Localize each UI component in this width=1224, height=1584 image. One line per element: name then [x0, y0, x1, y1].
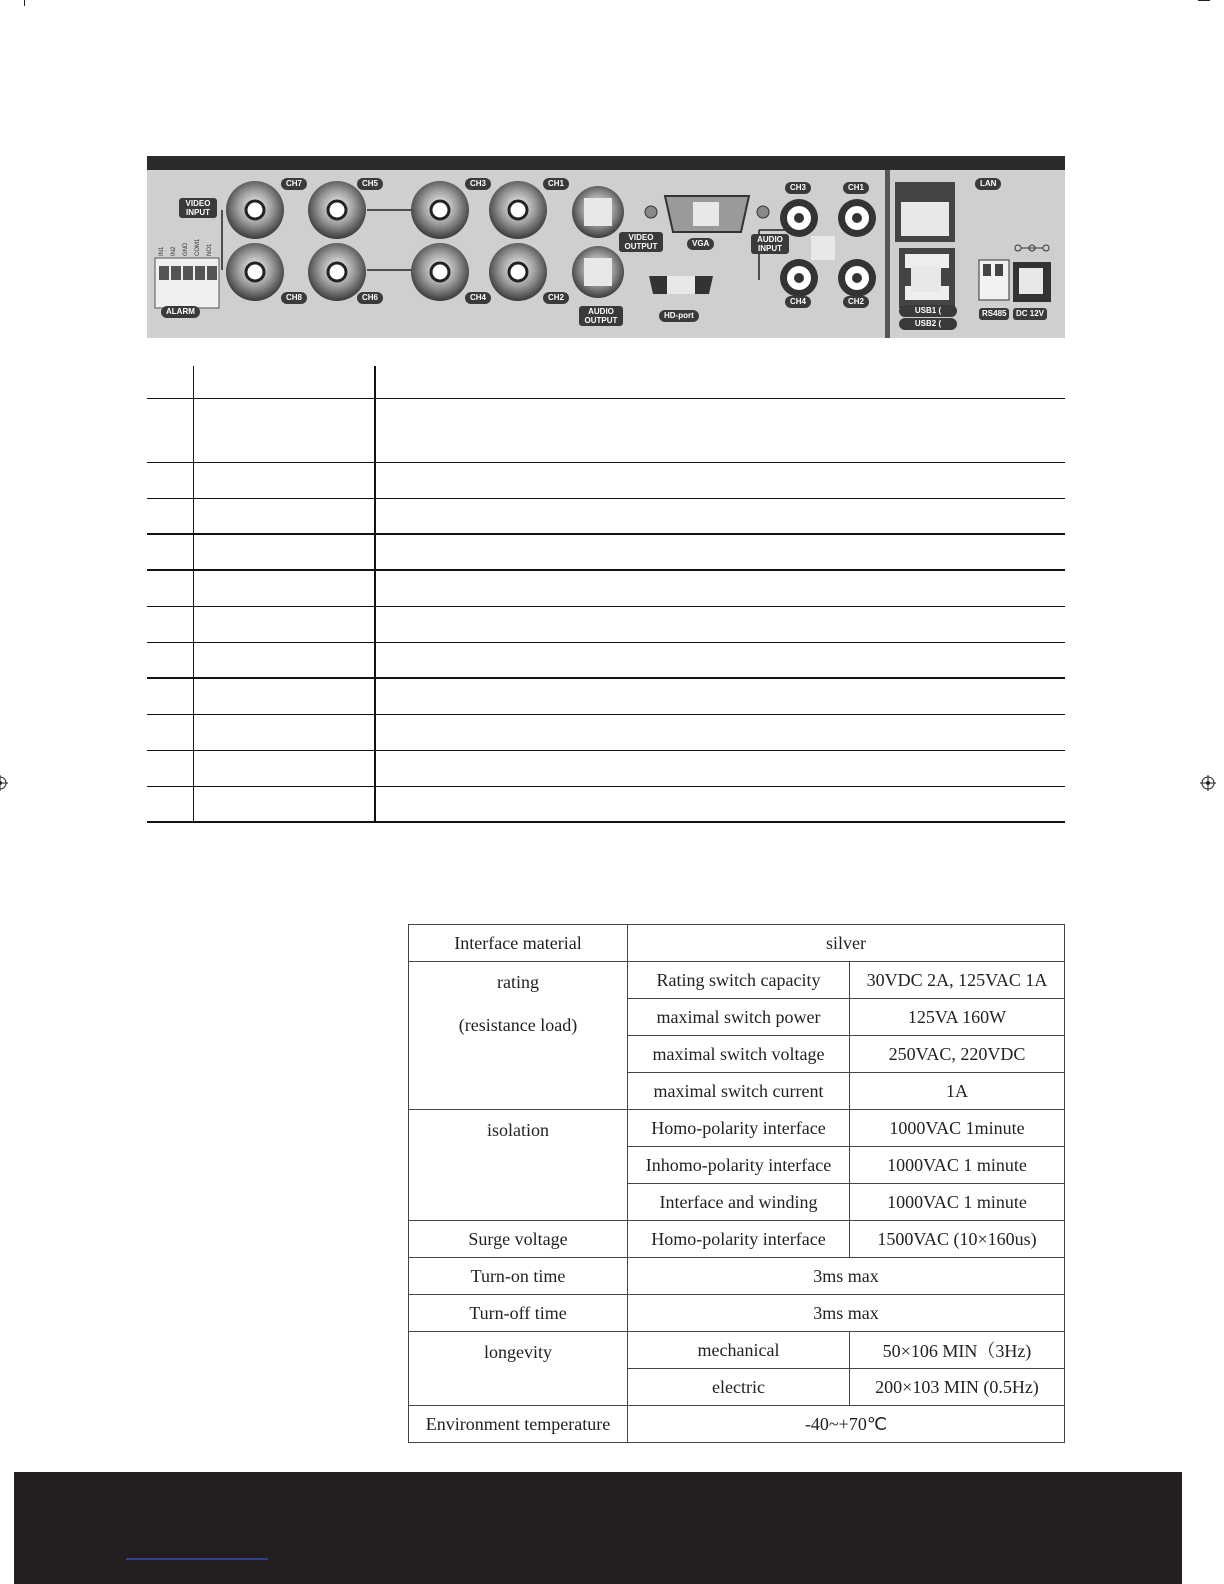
label-ch1: CH1: [543, 178, 569, 190]
spec-name: Inhomo-polarity interface: [628, 1147, 850, 1184]
spec-label-surge-voltage: Surge voltage: [409, 1221, 628, 1258]
hd-port: [649, 276, 713, 294]
label-video-output: VIDEO OUTPUT: [619, 232, 663, 252]
bnc-connector-ch3: [411, 181, 469, 239]
spec-label-rating-line1: rating: [497, 972, 539, 992]
label-usb2: USB2 (: [899, 318, 957, 330]
spec-name: electric: [628, 1369, 850, 1406]
spec-value-interface-material: silver: [628, 925, 1065, 962]
label-ch6: CH6: [357, 292, 383, 304]
alarm-pin-label: IN1: [159, 246, 165, 256]
spec-value: 1000VAC 1minute: [850, 1110, 1065, 1147]
spec-name: Rating switch capacity: [628, 962, 850, 999]
rca-connector-audio-ch3: [780, 199, 818, 237]
table-row: [147, 366, 1065, 398]
table-row: [147, 714, 1065, 750]
spec-value: 250VAC, 220VDC: [850, 1036, 1065, 1073]
table-row: [147, 534, 1065, 570]
label-audio-ch2: CH2: [843, 296, 869, 308]
spec-value: 200×103 MIN (0.5Hz): [850, 1369, 1065, 1406]
table-row: [147, 678, 1065, 714]
rca-connector-audio-ch4: [780, 259, 818, 297]
alarm-pin-label: COM1: [195, 238, 201, 256]
label-ch8: CH8: [281, 292, 307, 304]
spec-value: 125VA 160W: [850, 999, 1065, 1036]
spec-value: 1000VAC 1 minute: [850, 1147, 1065, 1184]
footer-bar: [14, 1472, 1182, 1584]
spec-value: 1500VAC (10×160us): [850, 1221, 1065, 1258]
label-usb1: USB1 (: [899, 305, 957, 317]
spec-label-rating: [409, 962, 628, 1110]
table-row: [409, 1406, 1065, 1443]
table-row: [147, 786, 1065, 822]
bnc-connector-video-output: [572, 186, 624, 238]
table-row: [409, 1110, 1065, 1147]
spec-value: 50×106 MIN（3Hz): [850, 1332, 1065, 1369]
table-row: [147, 750, 1065, 786]
spec-value-environment-temperature: -40~+70℃: [628, 1406, 1065, 1443]
alarm-terminal-block: [155, 258, 219, 308]
spec-value-turn-on-time: 3ms max: [628, 1258, 1065, 1295]
label-ch3: CH3: [465, 178, 491, 190]
label-dc12v: DC 12V: [1013, 308, 1047, 320]
usb-ports: [899, 248, 955, 308]
label-audio-ch3: CH3: [785, 182, 811, 194]
table-row: [147, 570, 1065, 606]
label-rs485: RS485: [979, 308, 1009, 320]
bnc-connector-audio-output: [572, 246, 624, 298]
bnc-connector-ch4: [411, 243, 469, 301]
spec-label-longevity: longevity: [409, 1332, 628, 1406]
relay-spec-table: [408, 924, 1065, 1443]
bnc-connector-ch5: [308, 181, 366, 239]
bnc-connector-ch7: [226, 181, 284, 239]
label-vga: VGA: [687, 238, 714, 250]
footer-link-underline[interactable]: [126, 1558, 268, 1560]
spec-name: maximal switch current: [628, 1073, 850, 1110]
alarm-pin-label: NO1: [207, 243, 213, 256]
label-audio-input: AUDIO INPUT: [751, 234, 789, 254]
alarm-pin-label: IN2: [171, 246, 177, 256]
dvr-rear-panel-figure: [147, 156, 1065, 338]
dc-power-jack: [1013, 245, 1051, 302]
spec-value: 30VDC 2A, 125VAC 1A: [850, 962, 1065, 999]
spec-name: Interface and winding: [628, 1184, 850, 1221]
spec-name: Homo-polarity interface: [628, 1110, 850, 1147]
spec-label-rating-line2: (resistance load): [458, 1015, 578, 1035]
label-audio-ch1: CH1: [843, 182, 869, 194]
label-ch4: CH4: [465, 292, 491, 304]
spec-label-turn-off-time: Turn-off time: [409, 1295, 628, 1332]
table-row: [409, 1295, 1065, 1332]
table-row: [409, 1332, 1065, 1369]
table-row: [147, 642, 1065, 678]
table-row: [147, 462, 1065, 498]
spec-name: mechanical: [628, 1332, 850, 1369]
table-row: [147, 498, 1065, 534]
label-hd-port: HD-port: [659, 310, 699, 322]
label-audio-ch4: CH4: [785, 296, 811, 308]
spec-label-isolation: isolation: [409, 1110, 628, 1221]
spec-value-turn-off-time: 3ms max: [628, 1295, 1065, 1332]
registration-mark-right-icon: [1200, 775, 1216, 791]
table-row: [147, 398, 1065, 462]
bnc-connector-ch1: [489, 181, 547, 239]
spec-label-turn-on-time: Turn-on time: [409, 1258, 628, 1295]
spec-name: maximal switch voltage: [628, 1036, 850, 1073]
ports-description-table: [147, 366, 1065, 823]
alarm-pin-label: GND: [183, 242, 189, 256]
table-row: [409, 962, 1065, 999]
rs485-terminal: [979, 260, 1009, 300]
label-video-input: VIDEO INPUT: [179, 198, 217, 218]
label-ch5: CH5: [357, 178, 383, 190]
label-lan: LAN: [975, 178, 1001, 190]
label-ch2: CH2: [543, 292, 569, 304]
crop-mark-top-left: [24, 0, 25, 6]
vga-port: [645, 196, 769, 232]
spec-label-interface-material: Interface material: [409, 925, 628, 962]
bnc-connector-ch8: [226, 243, 284, 301]
spec-label-environment-temperature: Environment temperature: [409, 1406, 628, 1443]
bnc-connector-ch6: [308, 243, 366, 301]
label-alarm: ALARM: [161, 306, 200, 318]
rca-connector-audio-ch2: [838, 259, 876, 297]
spec-name: Homo-polarity interface: [628, 1221, 850, 1258]
table-row: [147, 606, 1065, 642]
spec-value: 1000VAC 1 minute: [850, 1184, 1065, 1221]
label-audio-output: AUDIO OUTPUT: [579, 306, 623, 326]
spec-value: 1A: [850, 1073, 1065, 1110]
spec-name: maximal switch power: [628, 999, 850, 1036]
bnc-connector-ch2: [489, 243, 547, 301]
table-row: [409, 1258, 1065, 1295]
rca-connector-audio-ch1: [838, 199, 876, 237]
table-row: [409, 1221, 1065, 1258]
label-ch7: CH7: [281, 178, 307, 190]
registration-mark-left-icon: [0, 775, 8, 791]
table-row: [409, 925, 1065, 962]
lan-port: [895, 182, 955, 242]
crop-mark-top-right: [1198, 0, 1210, 1]
